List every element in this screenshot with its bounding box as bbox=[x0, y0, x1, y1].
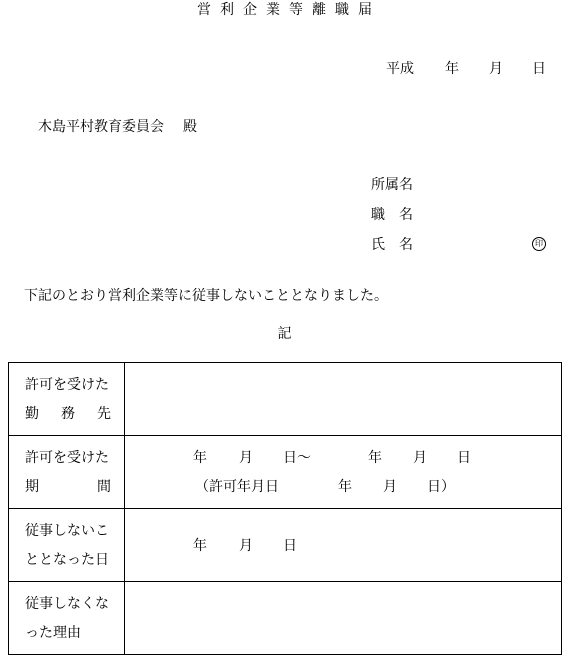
ki-heading: 記 bbox=[277, 326, 292, 342]
name-label-char-1: 氏 bbox=[371, 237, 385, 253]
name-label-char-2: 名 bbox=[399, 237, 413, 253]
date-era: 平成 bbox=[386, 61, 414, 77]
period-label-line2 bbox=[25, 480, 111, 494]
permit-date-day: 日） bbox=[427, 479, 455, 495]
post-label-char-1: 職 bbox=[371, 207, 385, 223]
period-start-year: 年 bbox=[193, 450, 207, 466]
period-start-month: 月 bbox=[239, 450, 253, 466]
workplace-label-cell bbox=[9, 363, 125, 436]
end-date-label-cell bbox=[9, 509, 125, 582]
permit-date-open: （許可年月日 bbox=[195, 479, 279, 495]
workplace-label-line1: 許可を受けた bbox=[25, 377, 109, 393]
period-end-month: 月 bbox=[413, 450, 427, 466]
period-label-cell bbox=[9, 436, 125, 509]
details-table bbox=[8, 362, 562, 655]
table-row bbox=[9, 363, 562, 436]
table-row bbox=[9, 509, 562, 582]
period-end-day: 日 bbox=[457, 450, 471, 466]
workplace-label-line2 bbox=[25, 407, 111, 421]
table-row bbox=[9, 436, 562, 509]
end-date-month: 月 bbox=[239, 538, 253, 554]
end-date-year: 年 bbox=[193, 538, 207, 554]
period-label-char: 間 bbox=[97, 479, 111, 495]
workplace-label-char: 務 bbox=[61, 406, 75, 422]
period-value-cell[interactable] bbox=[125, 436, 562, 509]
period-label-line1: 許可を受けた bbox=[25, 450, 109, 466]
post-label bbox=[371, 208, 413, 222]
end-date-label-line1: 従事しないこ bbox=[25, 523, 109, 539]
end-date-value-cell[interactable] bbox=[125, 509, 562, 582]
period-label-char: 期 bbox=[25, 479, 39, 495]
addressee-name: 木島平村教育委員会 bbox=[38, 119, 164, 135]
date-day-label: 日 bbox=[532, 61, 546, 77]
addressee-honorific: 殿 bbox=[183, 119, 197, 135]
date-year-label: 年 bbox=[445, 61, 459, 77]
seal-mark-icon: 印 bbox=[532, 237, 546, 251]
document-title: 営利企業等離職届 bbox=[197, 2, 381, 18]
permit-date-month: 月 bbox=[383, 479, 397, 495]
workplace-value-cell[interactable] bbox=[125, 363, 562, 436]
name-label bbox=[371, 238, 413, 252]
table-row bbox=[9, 582, 562, 655]
permit-date-year: 年 bbox=[338, 479, 352, 495]
workplace-label-char: 先 bbox=[97, 406, 111, 422]
affiliation-label: 所属名 bbox=[371, 177, 413, 193]
post-label-char-2: 名 bbox=[399, 207, 413, 223]
period-start-day: 日～ bbox=[283, 450, 311, 466]
end-date-day: 日 bbox=[283, 538, 297, 554]
statement-text: 下記のとおり営利企業等に従事しないこととなりました。 bbox=[24, 288, 388, 304]
end-date-label-line2: ととなった日 bbox=[25, 552, 109, 568]
date-month-label: 月 bbox=[489, 61, 503, 77]
reason-value-cell[interactable] bbox=[125, 582, 562, 655]
reason-label-cell bbox=[9, 582, 125, 655]
workplace-label-char: 勤 bbox=[25, 406, 39, 422]
reason-label-line1: 従事しなくな bbox=[25, 596, 109, 612]
reason-label-line2: った理由 bbox=[25, 625, 81, 641]
period-end-year: 年 bbox=[368, 450, 382, 466]
